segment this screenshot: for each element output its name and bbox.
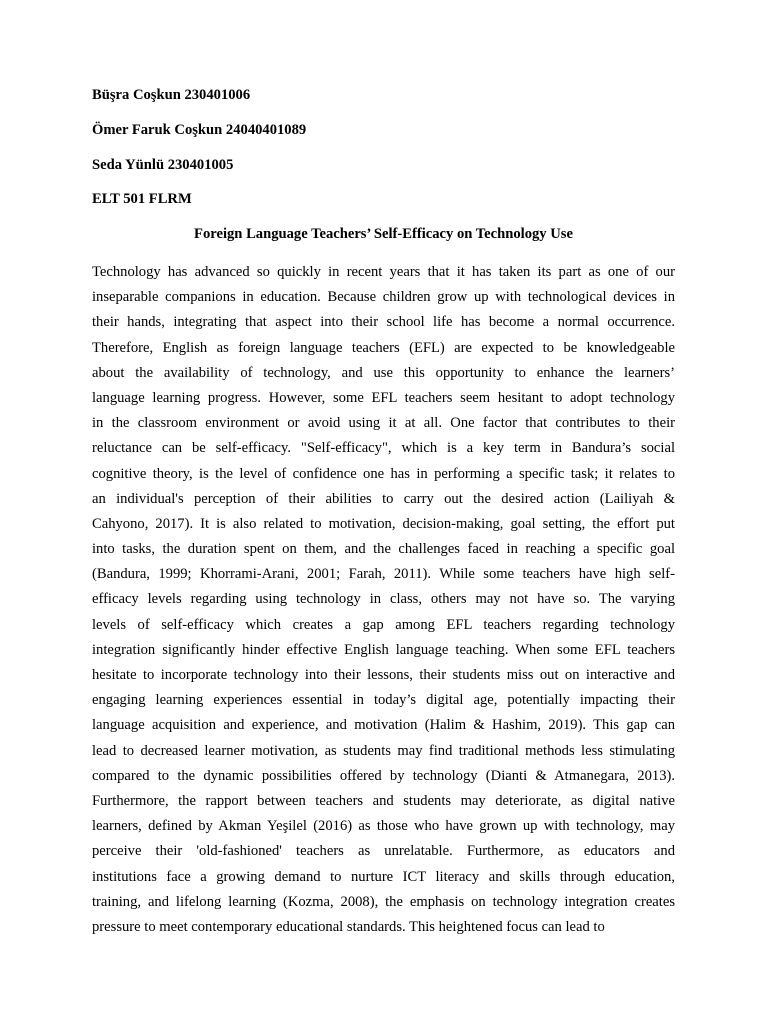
body-line: Cahyono, 2017). It is also related to motivation, decision-making, goal setting, the effort put: [92, 515, 675, 532]
body-line: institutions face a growing demand to nurture ICT literacy and skills through education,: [92, 868, 675, 885]
body-line: training, and lifelong learning (Kozma, 2008), the emphasis on technology integration creates: [92, 893, 675, 910]
body-line: efficacy levels regarding using technology in class, others may not have so. The varying: [92, 591, 675, 608]
body-line: language learning progress. However, some EFL teachers seem hesitant to adopt technology: [92, 389, 675, 406]
author-line-3: Seda Yünlü 230401005: [92, 157, 234, 173]
body-line: engaging learning experiences essential in today’s digital age, potentially impacting their: [92, 692, 675, 709]
author-line-1: Büşra Coşkun 230401006: [92, 87, 251, 103]
body-line: integration significantly hinder effective English language teaching. When some EFL teachers: [92, 641, 675, 658]
document-title: Foreign Language Teachers’ Self-Efficacy on Technology Use: [194, 226, 573, 242]
body-line: lead to decreased learner motivation, as students may find traditional methods less stimulating: [92, 742, 675, 759]
body-line: about the availability of technology, and use this opportunity to enhance the learners’: [92, 364, 675, 381]
author-line-2: Ömer Faruk Coşkun 24040401089: [92, 122, 307, 138]
body-line: hesitate to incorporate technology into their lessons, their students miss out on interactive and: [92, 667, 675, 683]
body-line: Technology has advanced so quickly in recent years that it has taken its part as one of our: [92, 264, 675, 280]
body-line: (Bandura, 1999; Khorrami-Arani, 2001; Farah, 2011). While some teachers have high self-: [92, 566, 675, 583]
body-line: in the classroom environment or avoid using it at all. One factor that contributes to their: [92, 415, 675, 432]
body-line: Therefore, English as foreign language teachers (EFL) are expected to be knowledgeable: [92, 339, 675, 356]
body-line: compared to the dynamic possibilities offered by technology (Dianti & Atmanegara, 2013).: [92, 767, 675, 784]
body-line: into tasks, the duration spent on them, and the challenges faced in reaching a specific goal: [92, 541, 675, 558]
body-line: Furthermore, the rapport between teachers and students may deteriorate, as digital native: [92, 792, 675, 809]
body-line: language acquisition and experience, and motivation (Halim & Hashim, 2019). This gap can: [92, 717, 675, 734]
body-line: levels of self-efficacy which creates a gap among EFL teachers regarding technology: [92, 616, 675, 633]
body-line: reluctance can be self-efficacy. "Self-efficacy", which is a key term in Bandura’s social: [92, 440, 675, 457]
body-line: cognitive theory, is the level of confidence one has in performing a specific task; it relates to: [92, 465, 675, 482]
course-code: ELT 501 FLRM: [92, 191, 192, 207]
body-line: pressure to meet contemporary educational standards. This heightened focus can lead to: [92, 918, 605, 935]
body-line: perceive their 'old-fashioned' teachers as unrelatable. Furthermore, as educators and: [92, 843, 675, 860]
body-paragraph: [92, 260, 675, 940]
body-line: learners, defined by Akman Yeşilel (2016) as those who have grown up with technology, may: [92, 818, 675, 835]
body-line: inseparable companions in education. Because children grow up with technological devices in: [92, 289, 675, 306]
body-line: an individual's perception of their abilities to carry out the desired action (Lailiyah &: [92, 490, 675, 507]
body-line: their hands, integrating that aspect into their school life has become a normal occurrence.: [92, 314, 675, 331]
